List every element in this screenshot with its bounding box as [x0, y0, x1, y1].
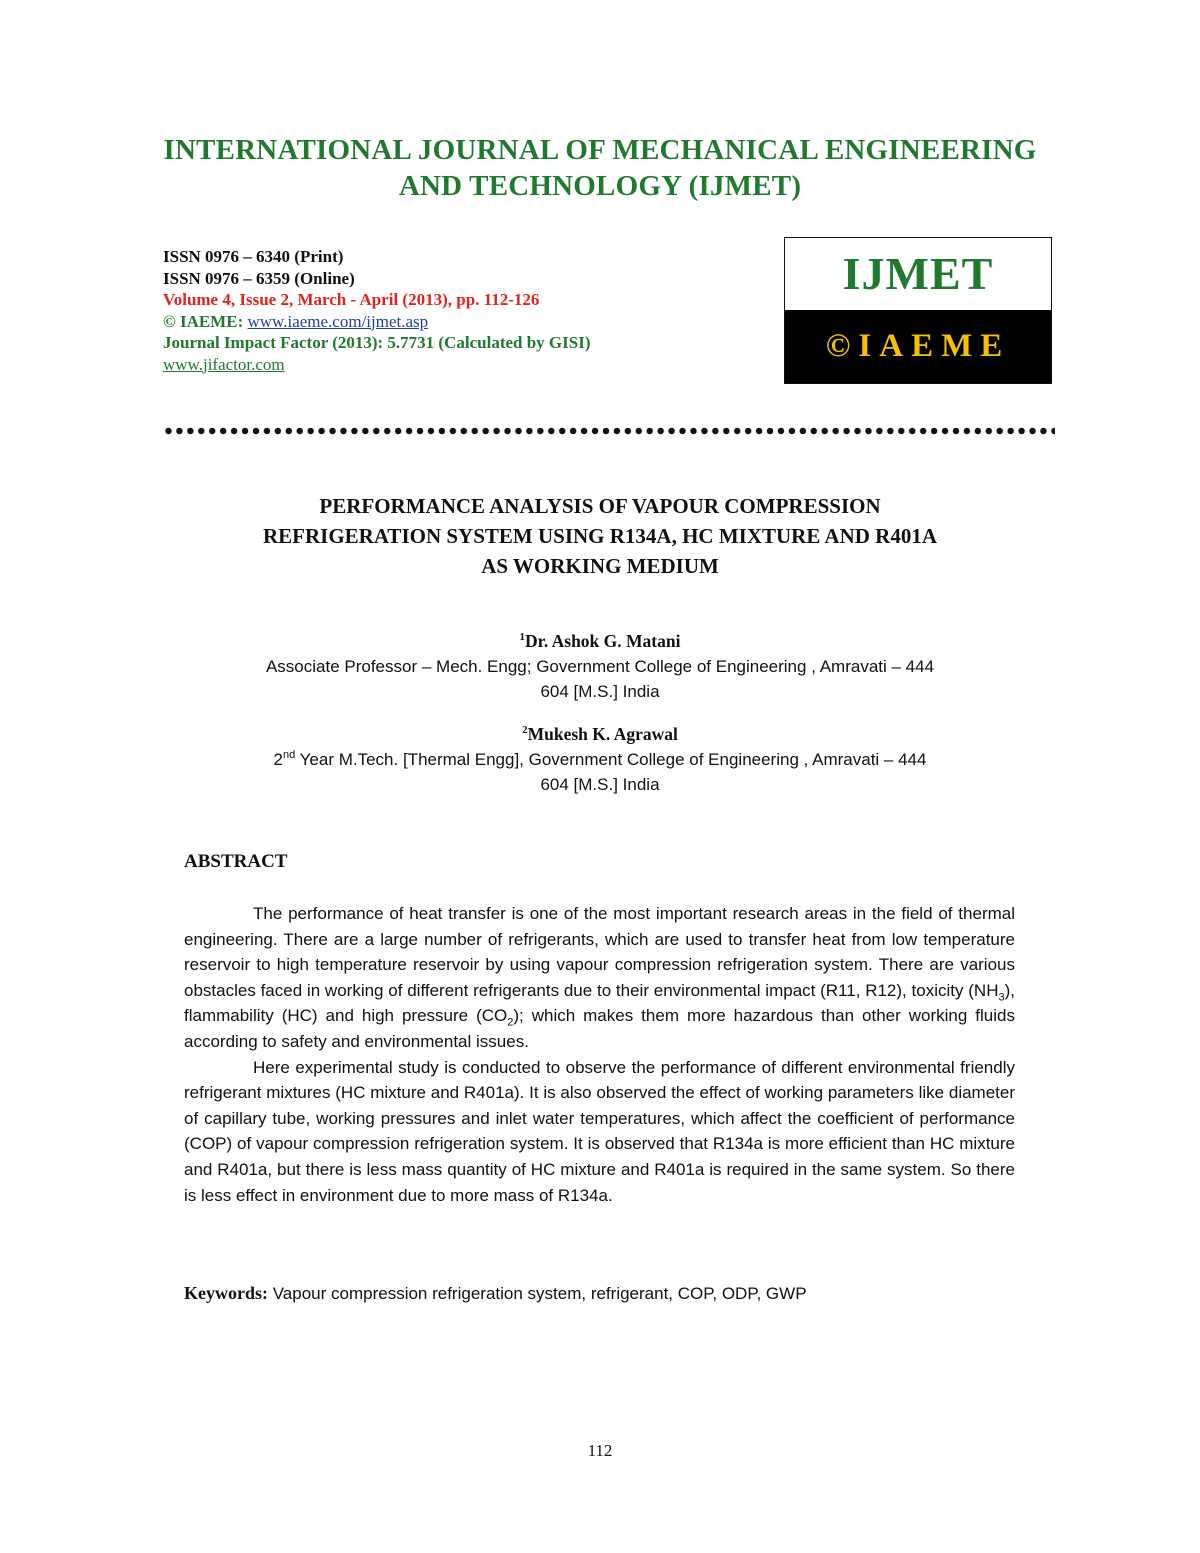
- affiliation-line-2: 604 [M.S.] India: [540, 775, 660, 794]
- author-name: [0, 629, 1200, 654]
- subscript: 3: [998, 991, 1005, 1004]
- journal-title-line-1: INTERNATIONAL JOURNAL OF MECHANICAL ENGINEERING: [163, 134, 1037, 166]
- page-number: 112: [587, 1441, 613, 1460]
- paper-title: [0, 491, 1200, 581]
- keywords: [184, 1283, 807, 1304]
- subscript: 2: [507, 1016, 514, 1029]
- affiliation-line-1: Associate Professor – Mech. Engg; Government College of Engineering , Amravati – 444: [265, 657, 935, 676]
- issn-print: ISSN 0976 – 6340 (Print): [163, 247, 344, 266]
- author-affiliation: [0, 747, 1200, 797]
- affiliation-line-1: [0, 747, 1200, 772]
- abstract-text: ), flammability (HC) and high pressure (CO: [184, 980, 1015, 1026]
- iaeme-url-link[interactable]: www.iaeme.com/ijmet.asp: [247, 311, 429, 331]
- journal-meta: [163, 246, 591, 375]
- author-superscript: 1: [519, 631, 526, 643]
- abstract-text: The performance of heat transfer is one of the most important research areas in the field of thermal engineering. There are a large number of refrigerants, which are used to transfer heat from low temperature reservoir to high temperature reservoir by using vapour compression refrigeration system. There are various obstacles faced in working of different refrigerants due to their environmental impact (R11, R12), toxicity (NH: [184, 904, 1015, 1000]
- volume-info: Volume 4, Issue 2, March - April (2013), pp. 112-126: [163, 290, 540, 309]
- author-name-text: Mukesh K. Agrawal: [527, 724, 678, 744]
- paper-title-line-3: AS WORKING MEDIUM: [481, 554, 719, 578]
- abstract-text: ); which makes them more hazardous than other working fluids according to safety and environmental issues.: [184, 1006, 1015, 1051]
- affiliation-line-2: 604 [M.S.] India: [540, 682, 660, 701]
- impact-factor: Journal Impact Factor (2013): 5.7731 (Calculated by GISI): [163, 333, 591, 352]
- abstract-paragraph-1: [184, 901, 1015, 1055]
- abstract-paragraph-2: Here experimental study is conducted to observe the performance of different environmental friendly refrigerant mixtures (HC mixture and R401a). It is also observed the effect of working parameters like diameter of capillary tube, working pressures and inlet water temperatures, which affect the coefficient of performance (COP) of vapour compression refrigeration system. It is observed that R134a is more efficient than HC mixture and R401a, but there is less mass quantity of HC mixture and R401a is required in the same system. So there is less effect in environment due to more mass of R134a.: [184, 1057, 1015, 1205]
- logo-iaeme-text: ©IAEME: [785, 310, 1051, 383]
- affiliation-ordinal: nd: [282, 749, 296, 761]
- author-1: [0, 629, 1200, 704]
- journal-title: [0, 132, 1200, 204]
- iaeme-separator: :: [237, 311, 248, 331]
- abstract-body: [184, 901, 1015, 1208]
- journal-title-line-2: AND TECHNOLOGY (IJMET): [398, 170, 802, 202]
- dotted-divider: [163, 424, 1055, 438]
- author-name-text: Dr. Ashok G. Matani: [525, 631, 681, 651]
- author-name: [0, 722, 1200, 747]
- ijfactor-url-link[interactable]: www.jifactor.com: [163, 354, 285, 374]
- iaeme-line: [163, 311, 591, 333]
- author-superscript: 2: [522, 724, 528, 736]
- author-2: [0, 722, 1200, 797]
- paper-title-line-2: REFRIGERATION SYSTEM USING R134A, HC MIXTURE AND R401A: [262, 524, 937, 548]
- abstract-heading: ABSTRACT: [184, 851, 288, 872]
- keywords-text: Vapour compression refrigeration system, refrigerant, COP, ODP, GWP: [268, 1284, 807, 1303]
- keywords-label: Keywords:: [184, 1283, 268, 1303]
- affiliation-text: Year M.Tech. [Thermal Engg], Government College of Engineering , Amravati – 444: [295, 750, 927, 769]
- paper-title-line-1: PERFORMANCE ANALYSIS OF VAPOUR COMPRESSION: [319, 494, 881, 518]
- affiliation-year: 2: [273, 750, 283, 769]
- author-affiliation: [0, 654, 1200, 704]
- logo-ijmet-text: IJMET: [842, 247, 994, 299]
- iaeme-label: © IAEME: [163, 311, 238, 331]
- issn-online: ISSN 0976 – 6359 (Online): [163, 268, 355, 288]
- ijmet-logo: [784, 237, 1052, 384]
